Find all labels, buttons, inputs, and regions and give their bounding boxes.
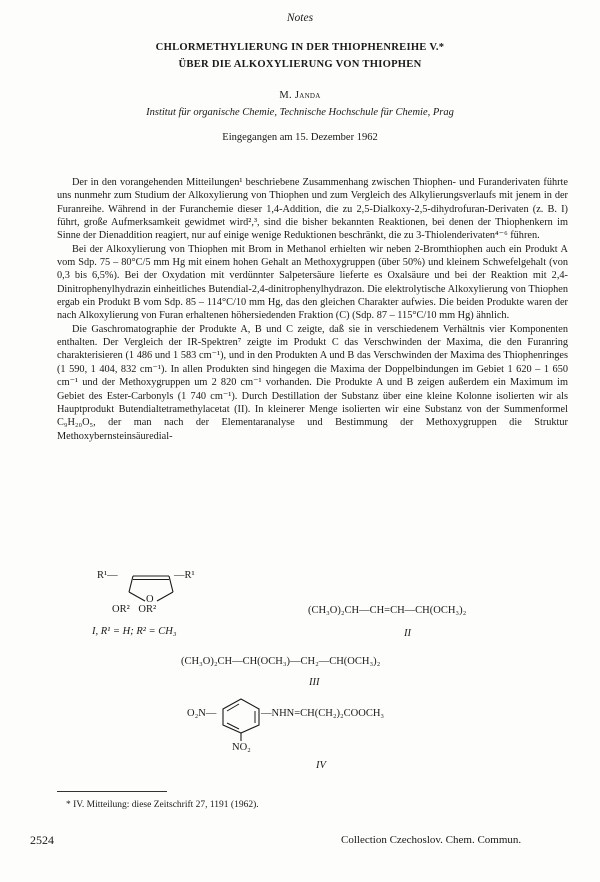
received-date: Eingegangen am 15. Dezember 1962 <box>222 132 378 143</box>
footnote: * IV. Mitteilung: diese Zeitschrift 27, 1191 (1962). <box>66 800 259 810</box>
structure-II-label: II <box>404 628 411 639</box>
paragraph-2: Bei der Alkoxylierung von Thiophen mit Brom in Methanol erhielten wir neben 2-Bromthiophen auch ein Produkt A vom Sdp. 75 – 80°C/5 mm Hg mit einem hohen Gehalt an Methoxygruppen (über 50%) und kleinem Schwefelgehalt (von 0,3 bis 6,5%). Bei der Oxydation mit verdünnter Salpetersäure lieferte es Oxalsäure und bei der Reaktion mit 2,4-Dinitrophenylhydrazin einheitliches Butendial-2,4-dinitrophenylhydrazon. Die elektrolytische Alkoxylierung von Thiophen ergab ein Produkt B vom Sdp. 85 – 114°C/10 mm Hg, das den gleichen Charakter aufwies. Die beiden Produkte waren der nach Alkoxylierung von Furan erhaltenen höhersiedenden Fraktion (C) (Sdp. 87 – 115°C/10 mm Hg) ähnlich. <box>57 243 568 322</box>
paragraph-3: Die Gaschromatographie der Produkte A, B und C zeigte, daß sie in verschiedenem Verhältnis vier Komponenten enthalten. Der Vergleich der IR-Spektren⁷ zeigte im Produkt C das Verschwinden der Maxima, die den Furanring charakterisieren (1 486 und 1 583 cm⁻¹), und in den Produkten A und B das Verschwinden der Maxima des Thiophenringes (1 590, 1 404, 832 cm⁻¹). In allen Produkten sind hingegen die Maxima der Doppelbindungen im Gebiet 1 620 – 1 650 cm⁻¹ und der Methoxygruppen um 2 820 cm⁻¹ vorhanden. Die Produkte A und B zeigen außerdem ein Maximum im Gebiet des Ester-Carbonyls (1 740 cm⁻¹). Durch Destillation der Substanz über eine kleine Kolonne isolierten wir als Hauptprodukt Butendialtetramethylacetat (II). In kleinerer Menge isolierten wir eine Substanz von der Summenformel C₉H₂₀O₅, der man nach der Elementaranalyse und Bestimmung der Methoxygruppen die Struktur Methoxybernsteinsäuredial- <box>57 323 568 442</box>
structure-IV-nitro-ortho: NO₂ <box>232 742 251 753</box>
structure-I-ring-oxygen: O <box>146 594 154 605</box>
title-line-2: ÜBER DIE ALKOXYLIERUNG VON THIOPHEN <box>178 59 422 70</box>
author-affiliation: Institut für organische Chemie, Technische Hochschule für Chemie, Prag <box>146 107 454 118</box>
structure-II-formula: (CH₃O)₂CH—CH=CH—CH(OCH₃)₂ <box>308 605 467 616</box>
structure-I-r1-left: R¹— <box>97 570 118 581</box>
structure-III-formula: (CH₃O)₂CH—CH(OCH₃)—CH₂—CH(OCH₃)₂ <box>181 656 381 667</box>
author-name: M. Janda <box>279 90 321 101</box>
running-head: Notes <box>286 12 314 24</box>
structure-IV-nitro-left: O₂N— <box>187 708 217 719</box>
article-body <box>57 176 568 443</box>
article-title <box>40 39 560 73</box>
structure-IV-hydrazone-chain: —NHN=CH(CH₂)₂COOCH₃ <box>261 708 385 719</box>
structure-I-alkoxy-groups: OR² OR² <box>112 604 157 615</box>
structure-I-r1-right: —R¹ <box>174 570 195 581</box>
journal-name: Collection Czechoslov. Chem. Commun. <box>341 834 522 846</box>
footnote-rule <box>57 791 167 792</box>
paragraph-1: Der in den vorangehenden Mitteilungen¹ beschriebene Zusammenhang zwischen Thiophen- und Furanderivaten führte uns nunmehr zum Studium der Alkoxylierung von Thiophen und zum Vergleich des Alkylierungsverlaufs mit jenem in der Furanreihe. Während in der Furanchemie dieser 1,4-Addition, die zu 2,5-Dialkoxy-2,5-dihydrofuran-Derivaten (z. B. I) führt, große Aufmerksamkeit gewidmet wird²,³, sind die bisher bekannten Reaktionen, bei denen der Thiophenkern im Sinne der Dienaddition reagiert, nur auf einige wenige Reduktionen beschränkt, die zu 3-Thiolenderivaten⁴⁻⁶ führen. <box>57 177 568 242</box>
structure-I-caption: I, R¹ = H; R² = CH₃ <box>92 626 177 637</box>
structure-IV-label: IV <box>316 760 326 771</box>
page-number: 2524 <box>30 833 54 847</box>
title-line-1: CHLORMETHYLIERUNG IN DER THIOPHENREIHE V.* <box>155 42 445 53</box>
structure-III-label: III <box>309 677 320 688</box>
benzene-ring-drawing <box>219 697 263 735</box>
